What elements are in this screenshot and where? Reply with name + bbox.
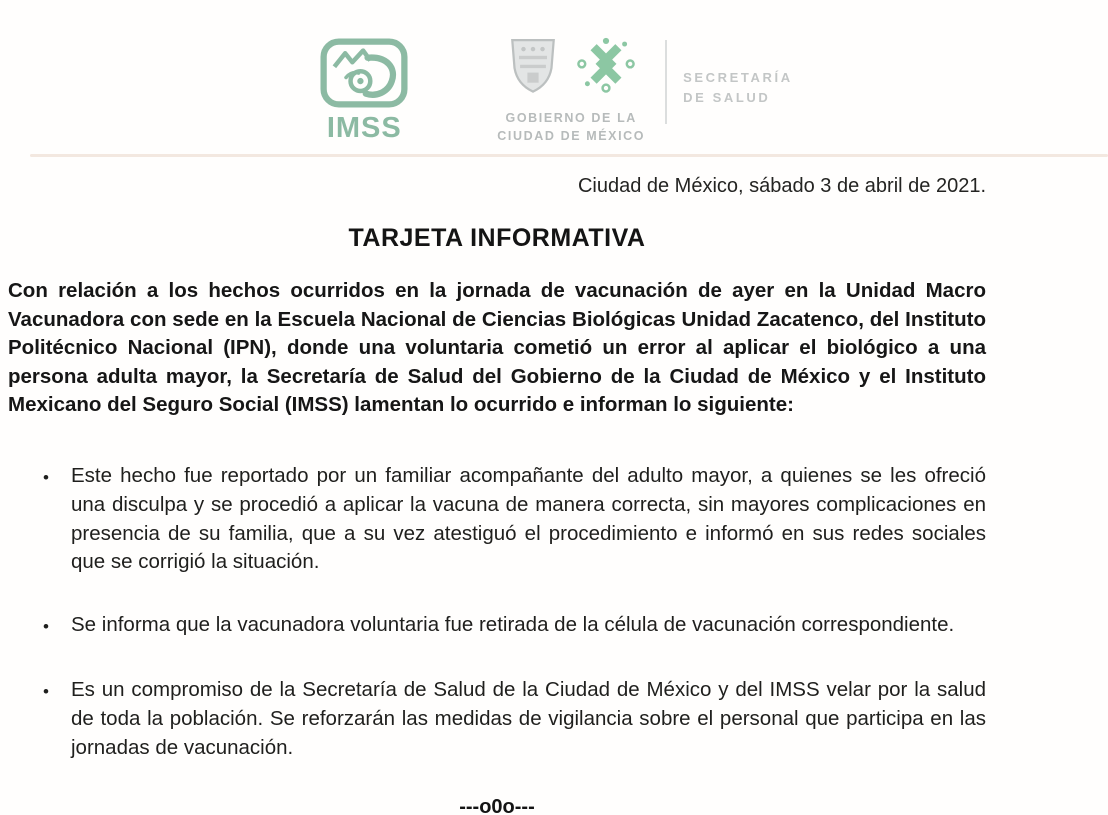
end-of-document-mark: ---o0o--- <box>459 796 535 815</box>
imss-eagle-emblem-icon <box>318 95 410 112</box>
imss-logo-block <box>315 38 413 143</box>
page-title: TARJETA INFORMATIVA <box>348 224 646 252</box>
salud-caption-line2: DE SALUD <box>683 90 771 106</box>
salud-caption-line1: SECRETARÍA <box>683 70 793 85</box>
bullet-marker-icon: • <box>43 467 49 487</box>
cdmx-caption-line1: GOBIERNO DE LA <box>505 111 637 125</box>
secretaria-salud-caption <box>683 68 793 108</box>
intro-paragraph: Con relación a los hechos ocurridos en la jornada de vacunación de ayer en la Unidad Macro Vacunadora con sede en la Escuela Nacional de Ciencias Biológicas Unidad Zacatenco, del Instituto Politécnico Nacional (IPN), donde una voluntaria cometió un error al aplicar el biológico a una persona adulta mayor, la Secretaría de Salud del Gobierno de la Ciudad de México y el Instituto Mexicano del Seguro Social (IMSS) lamentan lo ocurrido e informan lo siguiente: <box>8 279 986 417</box>
cdmx-caption-line2: CIUDAD DE MÉXICO <box>497 128 646 143</box>
bullet-marker-icon: • <box>43 617 49 637</box>
header-rule <box>30 154 1108 157</box>
cdmx-logo-block <box>497 36 645 145</box>
bullet-marker-icon: • <box>43 681 49 701</box>
bullet-text: Este hecho fue reportado por un familiar acompañante del adulto mayor, a quienes se les ofreció una disculpa y se procedió a aplicar la vacuna de manera correcta, sin mayores complicaciones en presencia de su familia, que a su vez atestiguó el procedimiento e informó en sus redes sociales que se corrigió la situación. <box>71 463 986 574</box>
cdmx-knot-icon <box>575 35 637 104</box>
bullet-text: Se informa que la vacunadora voluntaria fue retirada de la célula de vacunación correspondiente. <box>71 613 955 637</box>
logo-header <box>0 0 1108 154</box>
bullet-list <box>8 462 986 762</box>
document-body <box>0 175 986 815</box>
header-divider <box>665 40 667 124</box>
list-item <box>8 462 986 577</box>
bullet-text: Es un compromiso de la Secretaría de Salud de la Ciudad de México y del IMSS velar por la salud de toda la población. Se reforzarán las medidas de vigilancia sobre el personal que participa en las jornadas de vacunación. <box>71 677 986 759</box>
date-line: Ciudad de México, sábado 3 de abril de 2021. <box>577 175 986 197</box>
imss-wordmark: IMSS <box>326 112 402 144</box>
cdmx-caption <box>497 110 645 145</box>
list-item <box>8 611 986 642</box>
list-item <box>8 676 986 762</box>
mexico-city-shield-icon <box>505 36 561 103</box>
